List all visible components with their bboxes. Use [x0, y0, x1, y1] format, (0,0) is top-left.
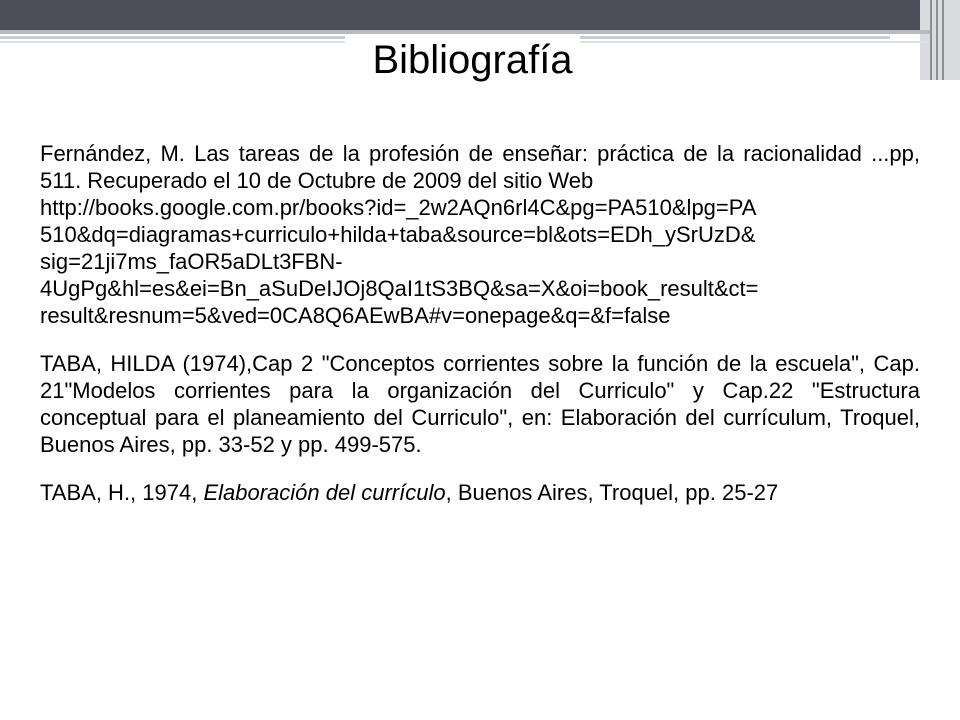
decor-line [942, 0, 944, 80]
reference-1 [40, 140, 920, 329]
title-box [345, 35, 580, 85]
reference-1-url-line: 4UgPg&hl=es&ei=Bn_aSuDeIJOj8QaI1tS3BQ&sa=X&oi=book_result&ct= [40, 276, 759, 301]
header-stripe [0, 30, 930, 34]
reference-1-url-line: result&resnum=5&ved=0CA8Q6AEwBA#v=onepage&q=&f=false [40, 303, 671, 328]
reference-3-suffix: , Buenos Aires, Troquel, pp. 25-27 [445, 480, 779, 505]
decor-line [936, 0, 938, 80]
reference-1-url-line: http://books.google.com.pr/books?id=_2w2AQn6rl4C&pg=PA510&lpg=PA [40, 195, 757, 220]
reference-3-title: Elaboración del currículo [203, 480, 446, 505]
reference-1-url-line: 510&dq=diagramas+curriculo+hilda+taba&source=bl&ots=EDh_ySrUzD& [40, 222, 756, 247]
reference-2: TABA, HILDA (1974),Cap 2 "Conceptos corrientes sobre la función de la escuela", Cap. 21"Modelos corrientes para la organización del Curriculo" y Cap.22 "Estructura conceptual para el planeamiento del Curriculo", en: Elaboración del currículum, Troquel, Buenos Aires, pp. 33-52 y pp. 499-575. [40, 351, 920, 457]
decor-line [930, 0, 932, 80]
reference-1-url-line: sig=21ji7ms_faOR5aDLt3FBN- [40, 249, 343, 274]
reference-3 [40, 479, 920, 506]
reference-3-prefix: TABA, H., 1974, [40, 480, 204, 505]
top-right-decoration [920, 0, 960, 80]
bibliography-content [40, 140, 920, 527]
slide-title: Bibliografía [372, 37, 573, 82]
reference-1-text: Fernández, M. Las tareas de la profesión de enseñar: práctica de la racionalidad ...pp, 511. Recuperado el 10 de Octubre de 2009 del sitio Web [40, 141, 920, 193]
top-bar [0, 0, 960, 30]
